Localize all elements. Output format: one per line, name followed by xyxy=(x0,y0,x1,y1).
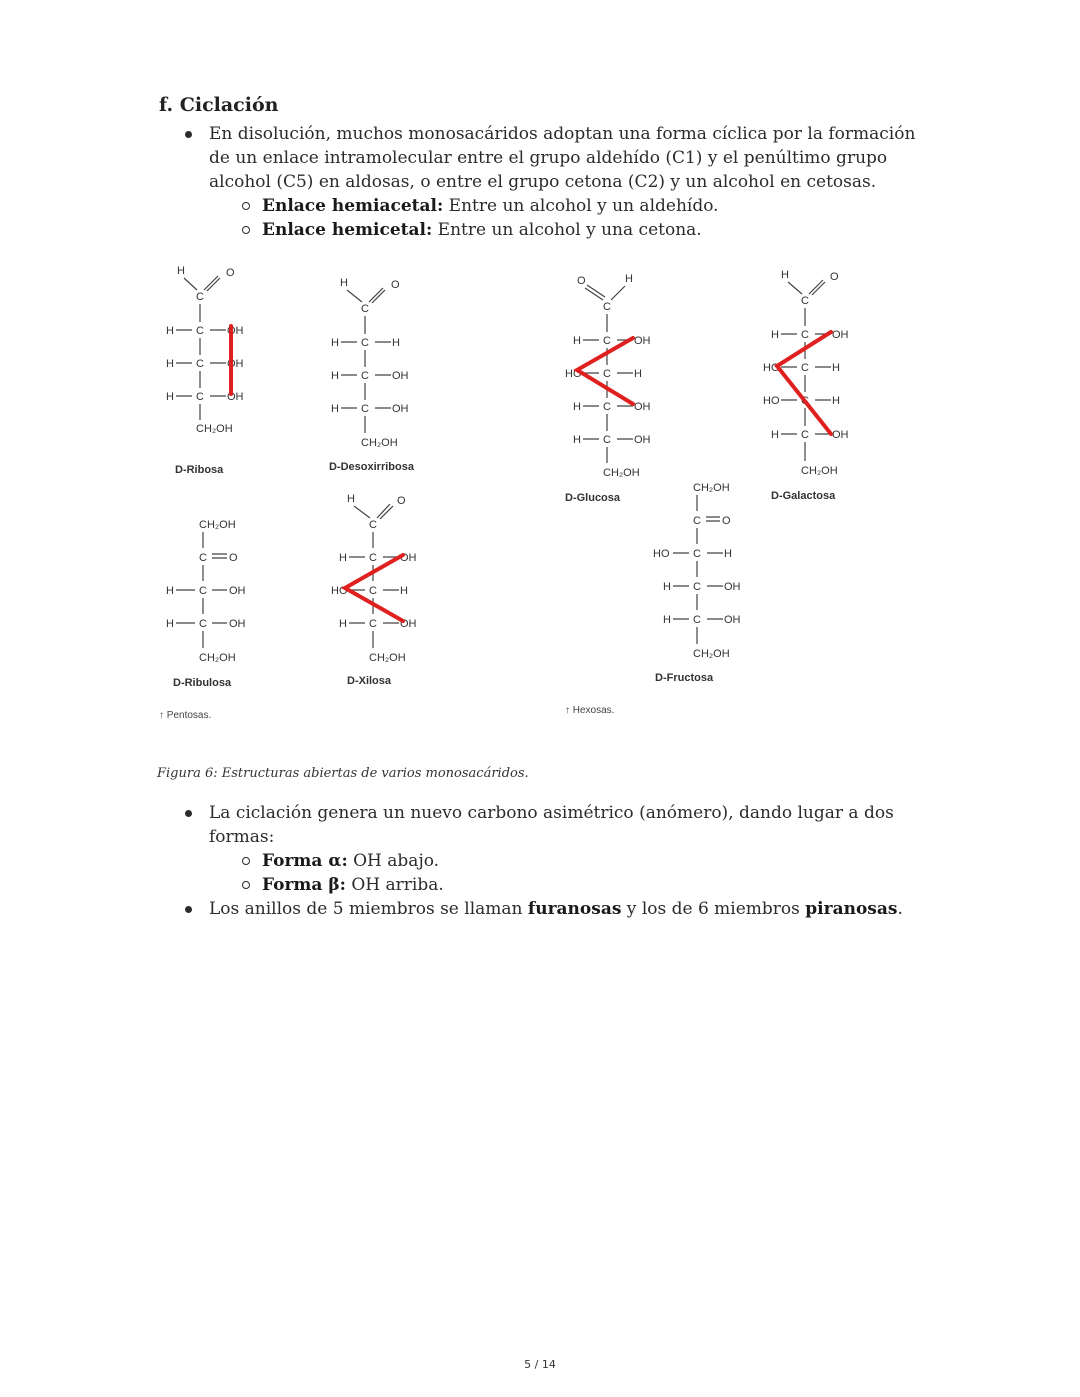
sub-bullet-circle xyxy=(242,857,250,865)
term-text: OH abajo. xyxy=(347,851,440,871)
svg-text:C: C xyxy=(369,585,377,597)
svg-text:OH: OH xyxy=(832,429,849,441)
svg-text:H: H xyxy=(331,370,339,382)
term-label: Enlace hemiacetal: xyxy=(262,196,444,216)
svg-text:H: H xyxy=(781,269,789,281)
svg-text:OH: OH xyxy=(634,335,651,347)
svg-text:H: H xyxy=(339,552,347,564)
list-item xyxy=(209,122,929,194)
svg-text:HO: HO xyxy=(565,368,582,380)
svg-text:C: C xyxy=(801,329,809,341)
svg-text:C: C xyxy=(369,552,377,564)
svg-text:H: H xyxy=(339,618,347,630)
svg-text:C: C xyxy=(801,362,809,374)
svg-text:OH: OH xyxy=(227,358,244,370)
svg-text:H: H xyxy=(625,273,633,285)
term-text: OH arriba. xyxy=(345,875,444,895)
svg-text:H: H xyxy=(771,429,779,441)
molecule-d-ribulosa xyxy=(166,519,246,664)
svg-text:OH: OH xyxy=(227,325,244,337)
svg-text:CH₂OH: CH₂OH xyxy=(199,519,236,531)
molecule-label: D-Ribulosa xyxy=(173,677,232,689)
page-number: 5 / 14 xyxy=(524,1358,556,1371)
svg-text:OH: OH xyxy=(400,552,417,564)
section-title: f. Ciclación xyxy=(159,94,279,116)
svg-text:H: H xyxy=(724,548,732,560)
svg-text:C: C xyxy=(369,618,377,630)
svg-text:H: H xyxy=(166,358,174,370)
molecule-label: D-Fructosa xyxy=(655,672,714,684)
highlight-strokes xyxy=(231,326,831,621)
term-piranosas: piranosas xyxy=(805,899,898,919)
svg-text:OH: OH xyxy=(392,403,409,415)
svg-text:OH: OH xyxy=(227,391,244,403)
svg-text:C: C xyxy=(801,395,809,407)
svg-text:H: H xyxy=(663,614,671,626)
svg-text:H: H xyxy=(832,362,840,374)
svg-text:C: C xyxy=(199,618,207,630)
svg-text:C: C xyxy=(369,519,377,531)
svg-text:C: C xyxy=(361,370,369,382)
svg-text:H: H xyxy=(400,585,408,597)
svg-text:CH₂OH: CH₂OH xyxy=(693,482,730,494)
svg-text:CH₂OH: CH₂OH xyxy=(693,648,730,660)
svg-text:C: C xyxy=(196,291,204,303)
svg-text:H: H xyxy=(663,581,671,593)
molecule-d-desoxirribosa xyxy=(331,277,409,449)
svg-text:C: C xyxy=(801,295,809,307)
svg-text:C: C xyxy=(196,325,204,337)
bullet-text-pre: Los anillos de 5 miembros se llaman xyxy=(209,899,528,919)
svg-text:H: H xyxy=(177,265,185,277)
bullet-dot xyxy=(185,906,192,913)
svg-text:C: C xyxy=(801,429,809,441)
svg-text:H: H xyxy=(347,493,355,505)
bullet-text-post: . xyxy=(897,899,903,919)
list-item xyxy=(262,873,444,897)
list-item xyxy=(262,194,719,218)
figure-caption: Figura 6: Estructuras abiertas de varios monosacáridos. xyxy=(157,766,529,781)
svg-text:H: H xyxy=(331,337,339,349)
molecule-d-glucosa xyxy=(565,273,651,479)
sub-bullet-circle xyxy=(242,881,250,889)
svg-text:CH₂OH: CH₂OH xyxy=(603,467,640,479)
bullet-dot xyxy=(185,810,192,817)
svg-text:C: C xyxy=(361,403,369,415)
svg-text:O: O xyxy=(226,267,235,279)
svg-text:C: C xyxy=(693,581,701,593)
svg-text:H: H xyxy=(573,335,581,347)
bullet-text-mid: y los de 6 miembros xyxy=(621,899,806,919)
svg-text:C: C xyxy=(196,358,204,370)
svg-text:C: C xyxy=(603,434,611,446)
svg-text:CH₂OH: CH₂OH xyxy=(361,437,398,449)
svg-text:C: C xyxy=(361,303,369,315)
svg-text:O: O xyxy=(577,275,586,287)
figure-note: ↑ Pentosas. xyxy=(159,710,212,720)
molecule-d-fructosa xyxy=(653,482,741,660)
svg-text:H: H xyxy=(573,401,581,413)
sub-bullet-circle xyxy=(242,226,250,234)
svg-text:CH₂OH: CH₂OH xyxy=(196,423,233,435)
svg-text:HO: HO xyxy=(763,362,780,374)
svg-text:HO: HO xyxy=(331,585,348,597)
list-item xyxy=(209,897,929,921)
svg-text:H: H xyxy=(392,337,400,349)
svg-text:C: C xyxy=(693,548,701,560)
svg-text:HO: HO xyxy=(763,395,780,407)
svg-text:O: O xyxy=(397,495,406,507)
term-label: Forma α: xyxy=(262,851,348,871)
molecule-label: D-Galactosa xyxy=(771,490,836,502)
list-item xyxy=(209,801,929,849)
term-label: Enlace hemicetal: xyxy=(262,220,433,240)
svg-text:H: H xyxy=(166,391,174,403)
svg-text:OH: OH xyxy=(634,401,651,413)
svg-text:CH₂OH: CH₂OH xyxy=(801,465,838,477)
svg-text:O: O xyxy=(722,515,731,527)
molecule-d-xilosa xyxy=(331,493,417,664)
svg-text:H: H xyxy=(166,325,174,337)
monosaccharide-figure xyxy=(155,258,855,720)
figure-note: ↑ Hexosas. xyxy=(565,705,615,716)
svg-text:OH: OH xyxy=(229,618,246,630)
svg-text:H: H xyxy=(634,368,642,380)
svg-text:C: C xyxy=(603,301,611,313)
svg-text:H: H xyxy=(166,618,174,630)
svg-text:O: O xyxy=(830,271,839,283)
svg-text:OH: OH xyxy=(832,329,849,341)
svg-text:C: C xyxy=(603,401,611,413)
bullet-text: La ciclación genera un nuevo carbono asimétrico (anómero), dando lugar a dos formas: xyxy=(209,803,894,847)
svg-text:C: C xyxy=(361,337,369,349)
svg-text:HO: HO xyxy=(653,548,670,560)
svg-text:H: H xyxy=(331,403,339,415)
svg-text:C: C xyxy=(199,585,207,597)
svg-text:O: O xyxy=(229,552,238,564)
sub-bullet-circle xyxy=(242,202,250,210)
term-text: Entre un alcohol y un aldehído. xyxy=(443,196,719,216)
svg-text:H: H xyxy=(573,434,581,446)
molecule-label: D-Glucosa xyxy=(565,492,621,504)
list-item xyxy=(262,849,439,873)
svg-text:H: H xyxy=(832,395,840,407)
svg-text:C: C xyxy=(196,391,204,403)
svg-text:C: C xyxy=(603,368,611,380)
svg-text:OH: OH xyxy=(724,614,741,626)
svg-text:C: C xyxy=(693,614,701,626)
svg-text:CH₂OH: CH₂OH xyxy=(369,652,406,664)
svg-text:OH: OH xyxy=(229,585,246,597)
svg-text:O: O xyxy=(391,279,400,291)
svg-text:OH: OH xyxy=(724,581,741,593)
svg-text:C: C xyxy=(603,335,611,347)
svg-text:H: H xyxy=(771,329,779,341)
list-item xyxy=(262,218,702,242)
molecule-label: D-Ribosa xyxy=(175,464,224,476)
svg-text:OH: OH xyxy=(634,434,651,446)
term-furanosas: furanosas xyxy=(527,899,622,919)
molecule-d-galactosa xyxy=(763,269,849,477)
bullet-text: En disolución, muchos monosacáridos adoptan una forma cíclica por la formación de un enlace intramolecular entre el grupo aldehído (C1) y el penúltimo grupo alcohol (C5) en aldosas, o entre el grupo cetona (C2) y un alcohol en cetosas. xyxy=(209,124,916,192)
svg-text:C: C xyxy=(693,515,701,527)
svg-text:C: C xyxy=(199,552,207,564)
svg-text:H: H xyxy=(340,277,348,289)
svg-text:OH: OH xyxy=(400,618,417,630)
svg-text:H: H xyxy=(166,585,174,597)
svg-text:OH: OH xyxy=(392,370,409,382)
svg-text:CH₂OH: CH₂OH xyxy=(199,652,236,664)
molecule-label: D-Xilosa xyxy=(347,675,392,687)
term-label: Forma β: xyxy=(262,875,346,895)
molecule-label: D-Desoxirribosa xyxy=(329,461,414,473)
term-text: Entre un alcohol y una cetona. xyxy=(432,220,702,240)
bullet-dot xyxy=(185,131,192,138)
